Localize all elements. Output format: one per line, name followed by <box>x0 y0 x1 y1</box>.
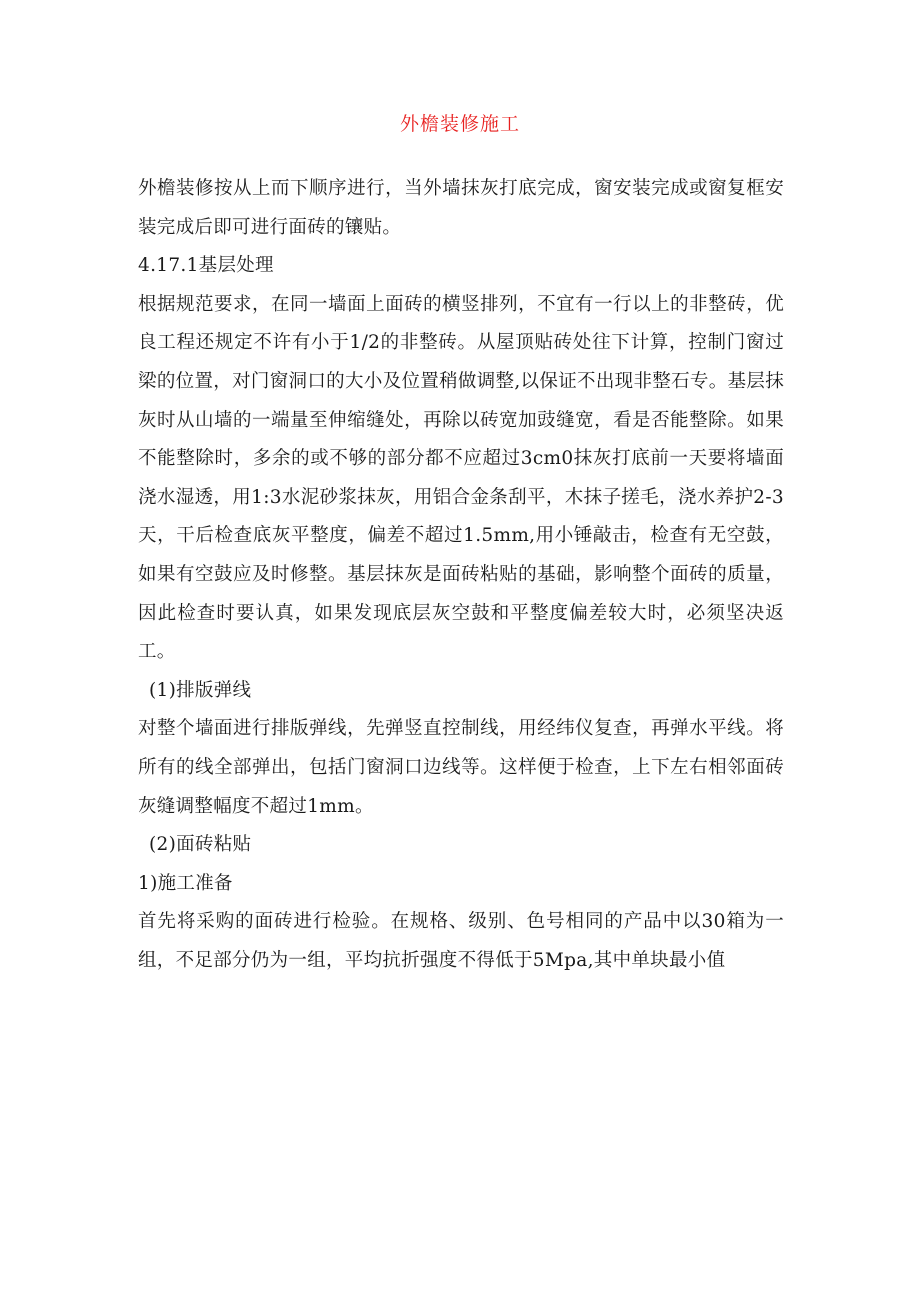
paragraph-intro: 外檐装修按从上而下顺序进行，当外墙抹灰打底完成，窗安装完成或窗复框安装完成后即可进行面砖的镶贴。 <box>138 178 784 238</box>
subheading-tile-pasting: (2)面砖粘贴 <box>149 834 252 856</box>
subheading-layout-lines: (1)排版弹线 <box>149 679 252 701</box>
paragraph-construction-prep: 首先将采购的面砖进行检验。在规格、级别、色号相同的产品中以30箱为一组，不足部分仍为一组，平均抗折强度不得低于5Mpa,其中单块最小值 <box>138 911 784 971</box>
document-body <box>138 170 784 980</box>
subheading-construction-prep: 1)施工准备 <box>138 872 233 894</box>
document-title: 外檐装修施工 <box>399 113 520 135</box>
section-heading-base-treatment: 4.17.1基层处理 <box>138 255 274 277</box>
paragraph-base-treatment: 根据规范要求，在同一墙面上面砖的横竖排列，不宜有一行以上的非整砖，优良工程还规定不许有小于1/2的非整砖。从屋顶贴砖处往下计算，控制门窗过梁的位置，对门窗洞口的大小及位置稍做调整,以保证不出现非整石专。基层抹灰时从山墙的一端量至伸缩缝处，再除以砖宽加豉缝宽，看是否能整除。如果不能整除时，多余的或不够的部分都不应超过3cm0抹灰打底前一天要将墙面浇水湿透，用1:3水泥砂浆抹灰，用铝合金条刮平，木抹子搓毛，浇水养护2-3天，干后检查底灰平整度，偏差不超过1.5mm,用小锤敲击，检查有无空鼓，如果有空鼓应及时修整。基层抹灰是面砖粘贴的基础，影响整个面砖的质量，因此检查时要认真，如果发现底层灰空鼓和平整度偏差较大时，必须坚决返工。 <box>138 293 784 663</box>
paragraph-layout-lines: 对整个墙面进行排版弹线，先弹竖直控制线，用经纬仪复查，再弹水平线。将所有的线全部弹出，包括门窗洞口边线等。这样便于检查，上下左右相邻面砖灰缝调整幅度不超过1mm。 <box>138 718 784 817</box>
